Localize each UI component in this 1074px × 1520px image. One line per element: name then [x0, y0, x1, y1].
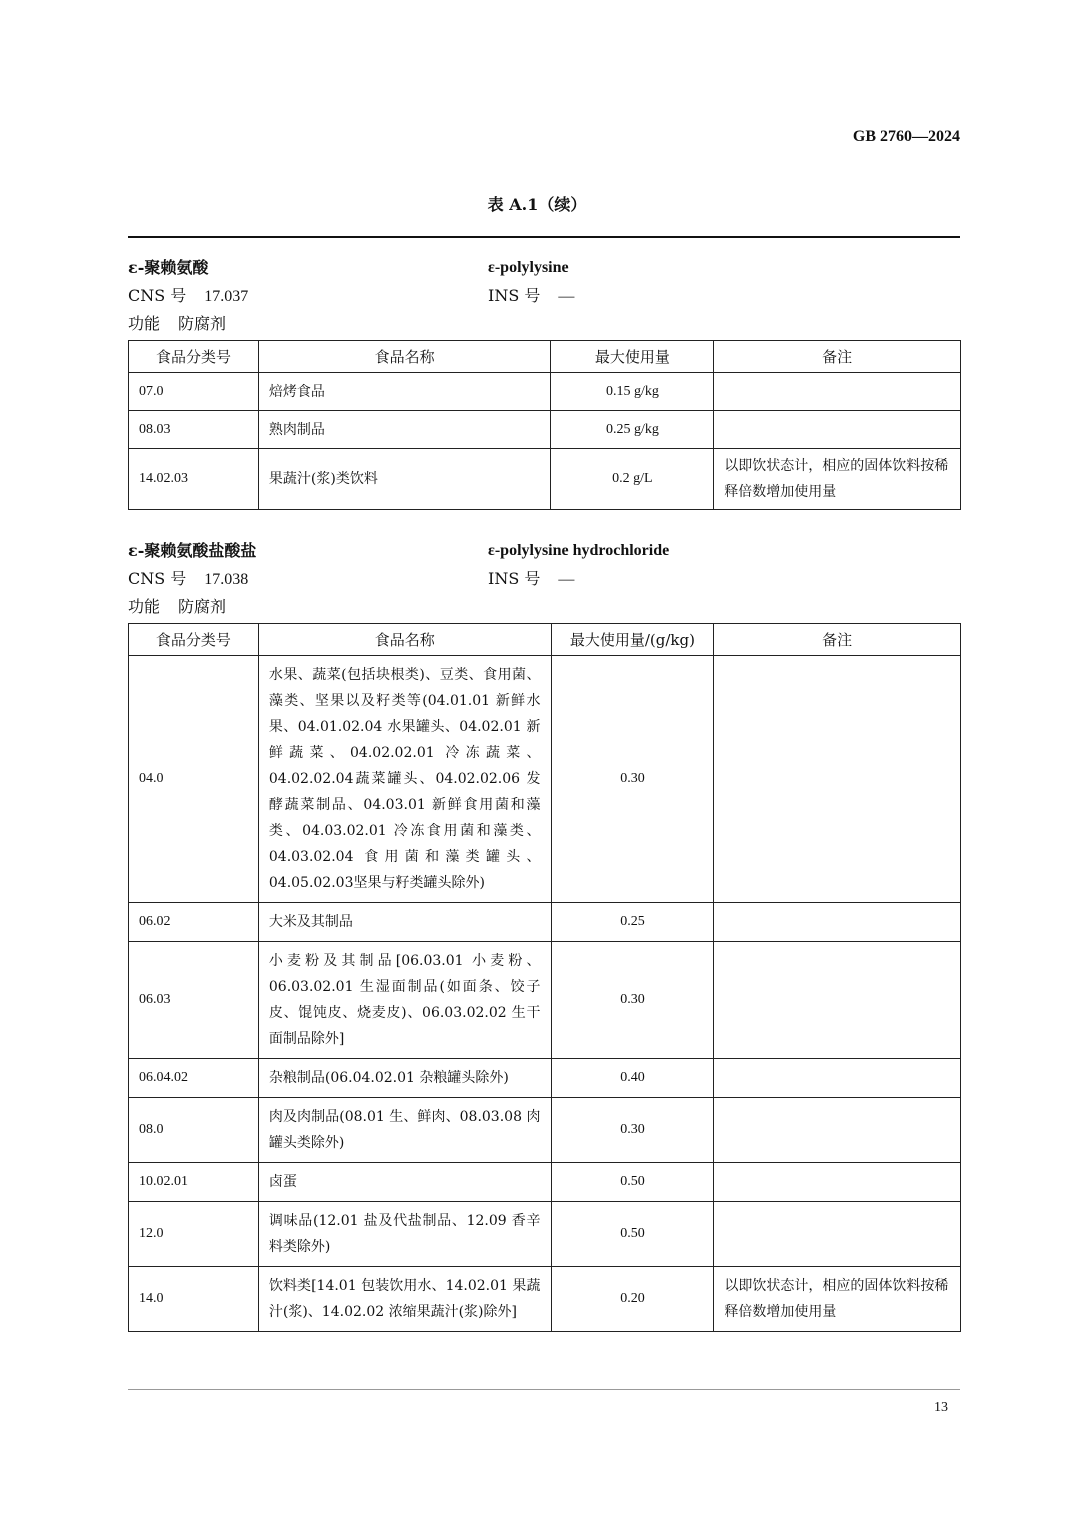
food-name: 熟肉制品	[258, 411, 551, 449]
category-code: 06.02	[129, 903, 259, 942]
category-code: 07.0	[129, 373, 259, 411]
ins-value: —	[558, 288, 575, 305]
table-row	[129, 1163, 961, 1202]
table-row	[129, 1059, 961, 1098]
category-code: 06.03	[129, 942, 259, 1059]
usage-table-polylysine	[128, 340, 961, 510]
remark	[714, 942, 961, 1059]
table-row	[129, 1202, 961, 1267]
column-header: 食品名称	[258, 341, 551, 373]
column-header: 备注	[714, 341, 961, 373]
standard-code: GB 2760—2024	[852, 128, 960, 145]
category-code: 08.03	[129, 411, 259, 449]
remark	[714, 411, 961, 449]
cns-value: 17.037	[204, 288, 249, 305]
category-code: 10.02.01	[129, 1163, 259, 1202]
ins-value: —	[558, 571, 575, 588]
table-row	[129, 1267, 961, 1332]
remark: 以即饮状态计，相应的固体饮料按稀释倍数增加使用量	[714, 449, 961, 510]
function-value: 防腐剂	[178, 599, 227, 616]
food-name: 杂粮制品(06.04.02.01 杂粮罐头除外)	[258, 1059, 551, 1098]
food-name: 卤蛋	[258, 1163, 551, 1202]
category-code: 12.0	[129, 1202, 259, 1267]
max-usage: 0.25	[551, 903, 714, 942]
remark: 以即饮状态计，相应的固体饮料按稀释倍数增加使用量	[714, 1267, 961, 1332]
column-header: 食品分类号	[129, 624, 259, 656]
max-usage: 0.50	[551, 1202, 714, 1267]
food-name: 调味品(12.01 盐及代盐制品、12.09 香辛料类除外)	[258, 1202, 551, 1267]
cns-label: CNS 号	[128, 569, 187, 588]
additive-name-cn: ε-聚赖氨酸盐酸盐	[128, 541, 257, 560]
remark	[714, 1202, 961, 1267]
column-header: 最大使用量	[551, 341, 714, 373]
additive-section-polylysine	[128, 254, 960, 338]
table-row	[129, 903, 961, 942]
remark	[714, 1059, 961, 1098]
remark	[714, 373, 961, 411]
function-value: 防腐剂	[178, 316, 227, 333]
remark	[714, 903, 961, 942]
max-usage: 0.50	[551, 1163, 714, 1202]
column-header: 备注	[714, 624, 961, 656]
cns-value: 17.038	[204, 571, 249, 588]
max-usage: 0.15 g/kg	[551, 373, 714, 411]
category-code: 06.04.02	[129, 1059, 259, 1098]
additive-section-polylysine-hcl	[128, 537, 960, 621]
function-label: 功能	[128, 597, 161, 616]
max-usage: 0.20	[551, 1267, 714, 1332]
category-code: 14.0	[129, 1267, 259, 1332]
food-name: 大米及其制品	[258, 903, 551, 942]
food-name: 肉及肉制品(08.01 生、鲜肉、08.03.08 肉罐头类除外)	[258, 1098, 551, 1163]
table-header-row	[129, 624, 961, 656]
remark	[714, 656, 961, 903]
food-name: 饮料类[14.01 包装饮用水、14.02.01 果蔬汁(浆)、14.02.02 浓缩果蔬汁(浆)除外]	[258, 1267, 551, 1332]
ins-label: INS 号	[488, 286, 541, 305]
max-usage: 0.2 g/L	[551, 449, 714, 510]
food-name: 果蔬汁(浆)类饮料	[258, 449, 551, 510]
table-caption: 表 A.1（续）	[487, 195, 587, 214]
category-code: 14.02.03	[129, 449, 259, 510]
table-row	[129, 942, 961, 1059]
top-rule	[128, 236, 960, 238]
column-header: 最大使用量/(g/kg)	[551, 624, 714, 656]
usage-table-polylysine-hcl	[128, 623, 961, 1332]
table-header-row	[129, 341, 961, 373]
table-row	[129, 411, 961, 449]
max-usage: 0.30	[551, 942, 714, 1059]
max-usage: 0.30	[551, 1098, 714, 1163]
table-row	[129, 1098, 961, 1163]
cns-label: CNS 号	[128, 286, 187, 305]
remark	[714, 1163, 961, 1202]
food-name: 水果、蔬菜(包括块根类)、豆类、食用菌、藻类、坚果以及籽类等(04.01.01 新鲜水果、04.01.02.04 水果罐头、04.02.01 新鲜蔬菜、04.02.02.01 冷冻蔬菜、04.02.02.04蔬菜罐头、04.02.02.06 发酵蔬菜制品、04.03.01 新鲜食用菌和藻类、04.03.02.01 冷冻食用菌和藻类、04.03.02.04 食用菌和藻类罐头、04.05.02.03坚果与籽类罐头除外)	[258, 656, 551, 903]
ins-label: INS 号	[488, 569, 541, 588]
function-label: 功能	[128, 314, 161, 333]
page-number: 13	[934, 1400, 948, 1415]
max-usage: 0.30	[551, 656, 714, 903]
table-row	[129, 449, 961, 510]
column-header: 食品分类号	[129, 341, 259, 373]
table-row	[129, 373, 961, 411]
footer-rule	[128, 1389, 960, 1390]
max-usage: 0.25 g/kg	[551, 411, 714, 449]
food-name: 焙烤食品	[258, 373, 551, 411]
max-usage: 0.40	[551, 1059, 714, 1098]
remark	[714, 1098, 961, 1163]
food-name: 小麦粉及其制品[06.03.01 小麦粉、06.03.02.01 生湿面制品(如面条、饺子皮、馄饨皮、烧麦皮)、06.03.02.02 生干面制品除外]	[258, 942, 551, 1059]
category-code: 04.0	[129, 656, 259, 903]
additive-name-cn: ε-聚赖氨酸	[128, 258, 209, 277]
column-header: 食品名称	[258, 624, 551, 656]
additive-name-en: ε-polylysine hydrochloride	[488, 542, 670, 559]
table-row	[129, 656, 961, 903]
category-code: 08.0	[129, 1098, 259, 1163]
additive-name-en: ε-polylysine	[488, 259, 569, 276]
